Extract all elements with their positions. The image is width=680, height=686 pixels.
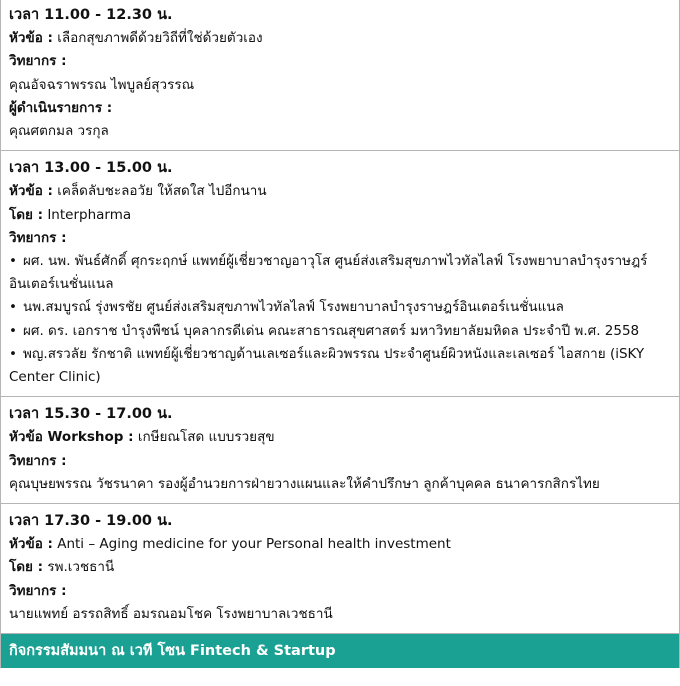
session-time: เวลา 15.30 - 17.00 น. bbox=[9, 406, 173, 423]
by-label: โดย : bbox=[9, 559, 44, 576]
topic-text: เกษียณโสด แบบรวยสุข bbox=[137, 429, 275, 446]
speaker-label: วิทยากร : bbox=[9, 582, 67, 599]
speaker-label: วิทยากร : bbox=[9, 53, 67, 70]
list-item bbox=[9, 250, 669, 296]
list-item bbox=[9, 320, 669, 343]
speaker-label: วิทยากร : bbox=[9, 229, 67, 246]
by-text: Interpharma bbox=[47, 206, 132, 223]
session-time: เวลา 17.30 - 19.00 น. bbox=[9, 513, 173, 530]
topic-line bbox=[9, 180, 669, 203]
speaker-text: ผศ. ดร. เอกราช บำรุงพืชน์ บุคลากรดีเด่น คณะสาธารณสุขศาสตร์ มหาวิทยาลัยมหิดล ประจำปี พ.ศ. 2558 bbox=[23, 322, 640, 339]
by-label: โดย : bbox=[9, 206, 44, 223]
topic-line bbox=[9, 533, 669, 556]
speaker-text: นายแพทย์ อรรถสิทธิ์ อมรณอมโชค โรงพยาบาลเวชธานี bbox=[9, 605, 333, 622]
topic-line bbox=[9, 426, 669, 449]
by-line bbox=[9, 204, 669, 227]
topic-text: Anti – Aging medicine for your Personal health investment bbox=[57, 536, 451, 553]
list-item bbox=[9, 296, 669, 319]
by-line bbox=[9, 556, 669, 579]
session-1 bbox=[1, 0, 679, 150]
speaker-text: คุณอัจฉราพรรณ ไพบูลย์สุวรรณ bbox=[9, 76, 195, 93]
topic-label: หัวข้อ : bbox=[9, 183, 53, 200]
moderator-label: ผู้ดำเนินรายการ : bbox=[9, 99, 113, 116]
speaker-text: ผศ. นพ. พันธ์ศักดิ์ ศุกระฤกษ์ แพทย์ผู้เชี่ยวชาญอาวุโส ศูนย์ส่งเสริมสุขภาพไวทัลไลฟ์ โรงพยาบาลบำรุงราษฎร์อินเตอร์เนชั่นแนล bbox=[9, 253, 648, 293]
session-time: เวลา 13.00 - 15.00 น. bbox=[9, 160, 173, 177]
bullet-icon: • bbox=[9, 299, 17, 316]
speaker-text: นพ.สมบูรณ์ รุ่งพรชัย ศูนย์ส่งเสริมสุขภาพไวทัลไลฟ์ โรงพยาบาลบำรุงราษฎร์อินเตอร์เนชั่นแนล bbox=[23, 299, 564, 316]
bullet-icon: • bbox=[9, 322, 17, 339]
topic-text: เลือกสุขภาพดีด้วยวิถีที่ใช่ด้วยตัวเอง bbox=[57, 30, 263, 47]
topic-line bbox=[9, 27, 669, 50]
bullet-icon: • bbox=[9, 253, 17, 270]
speaker-text: คุณบุษยพรรณ วัชรนาคา รองผู้อำนวยการฝ่ายวางแผนและให้คำปรึกษา ลูกค้าบุคคล ธนาคารกสิกรไทย bbox=[9, 475, 600, 492]
speaker-label: วิทยากร : bbox=[9, 452, 67, 469]
bullet-icon: • bbox=[9, 345, 17, 362]
topic-label: หัวข้อ : bbox=[9, 536, 53, 553]
topic-label: หัวข้อ Workshop : bbox=[9, 429, 134, 446]
topic-text: เคล็ดลับชะลอวัย ให้สดใส ไปอีกนาน bbox=[57, 183, 267, 200]
moderator-text: คุณศตกมล วรกุล bbox=[9, 123, 109, 140]
list-item bbox=[9, 343, 669, 389]
section-banner: กิจกรรมสัมมนา ณ เวที โซน Fintech & Startup bbox=[1, 633, 679, 668]
speaker-text: พญ.สรวลัย รักชาติ แพทย์ผู้เชี่ยวชาญด้านเลเซอร์และผิวพรรณ ประจำศูนย์ผิวหนังและเลเซอร์ ไอสกาย (iSKY Center Clinic) bbox=[9, 345, 645, 386]
by-text: รพ.เวชธานี bbox=[47, 559, 115, 576]
topic-label: หัวข้อ : bbox=[9, 30, 53, 47]
session-time: เวลา 11.00 - 12.30 น. bbox=[9, 7, 173, 23]
session-4 bbox=[1, 503, 679, 633]
session-2 bbox=[1, 150, 679, 396]
session-3 bbox=[1, 396, 679, 503]
